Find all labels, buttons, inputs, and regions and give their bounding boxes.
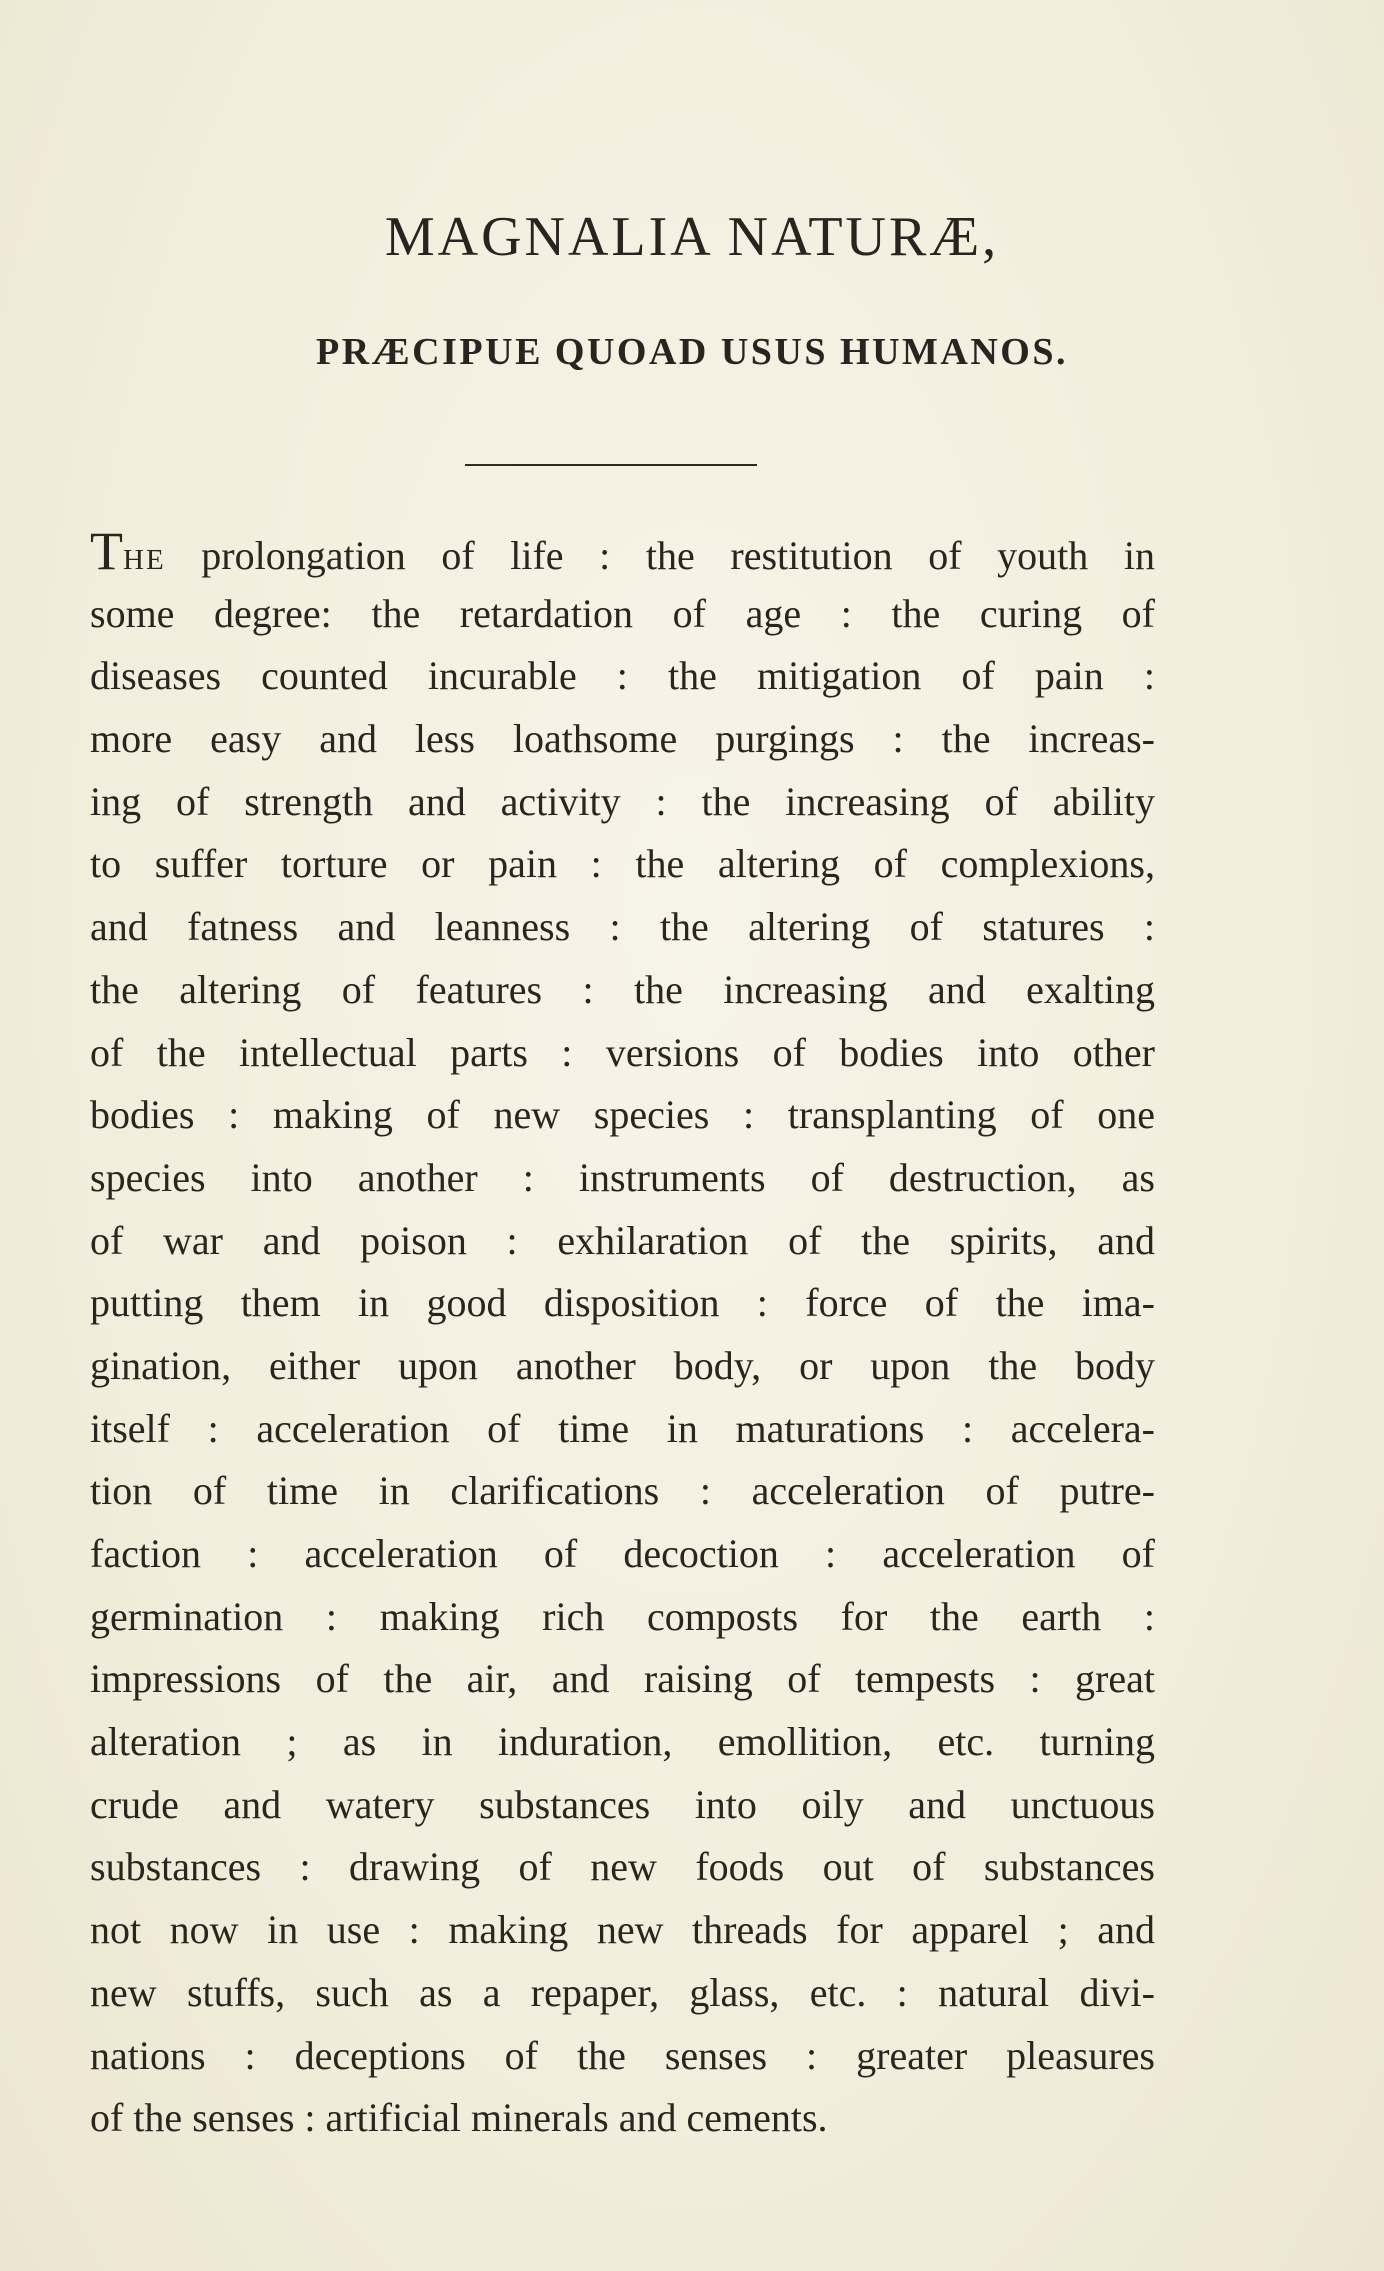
page-subtitle: PRÆCIPUE QUOAD USUS HUMANOS. <box>316 331 1068 373</box>
text-line: and fatness and leanness : the altering of statures : <box>90 904 1155 950</box>
text-line: bodies : making of new species : transplanting of one <box>90 1092 1155 1138</box>
text-line: substances : drawing of new foods out of substances <box>90 1844 1155 1890</box>
text-line: crude and watery substances into oily and unctuous <box>90 1781 1155 1827</box>
text-line: alteration ; as in induration, emollition, etc. turning <box>90 1719 1155 1765</box>
text-line: species into another : instruments of destruction, as <box>90 1154 1155 1200</box>
text-line: of war and poison : exhilaration of the spirits, and <box>90 1217 1155 1263</box>
text-line: putting them in good disposition : force of the ima- <box>90 1280 1155 1326</box>
text-line: diseases counted incurable : the mitigation of pain : <box>90 653 1155 699</box>
text-line: gination, either upon another body, or upon the body <box>90 1342 1155 1388</box>
text-line: new stuffs, such as a repaper, glass, etc. : natural divi- <box>90 1969 1155 2015</box>
section-divider <box>465 464 757 466</box>
text-line: nations : deceptions of the senses : greater pleasures <box>90 2032 1155 2078</box>
text-line: germination : making rich composts for the earth : <box>90 1593 1155 1639</box>
text-line: itself : acceleration of time in maturations : accelera- <box>90 1405 1155 1451</box>
opening-small-caps: HE <box>123 544 166 576</box>
text-line-content: prolongation of life : the restitution of youth in <box>165 533 1155 578</box>
text-line: faction : acceleration of decoction : acceleration of <box>90 1531 1155 1576</box>
text-line: to suffer torture or pain : the altering of complexions, <box>90 841 1155 887</box>
drop-cap: T <box>90 521 123 581</box>
page-title: MAGNALIA NATURÆ, <box>384 206 1000 268</box>
text-line: some degree: the retardation of age : the curing of <box>90 590 1155 636</box>
text-line: ing of strength and activity : the increasing of ability <box>90 778 1155 824</box>
text-line: tion of time in clarifications : acceleration of putre- <box>90 1468 1155 1514</box>
body-paragraph <box>90 520 1155 2150</box>
text-line: not now in use : making new threads for apparel ; and <box>90 1907 1155 1953</box>
text-line: impressions of the air, and raising of tempests : great <box>90 1656 1155 1702</box>
text-line: of the senses : artificial minerals and cements. <box>90 2095 828 2141</box>
text-line: of the intellectual parts : versions of bodies into other <box>90 1029 1155 1075</box>
text-line: the altering of features : the increasing and exalting <box>90 966 1155 1012</box>
text-line <box>90 520 1155 583</box>
text-line: more easy and less loathsome purgings : the increas- <box>90 716 1155 762</box>
